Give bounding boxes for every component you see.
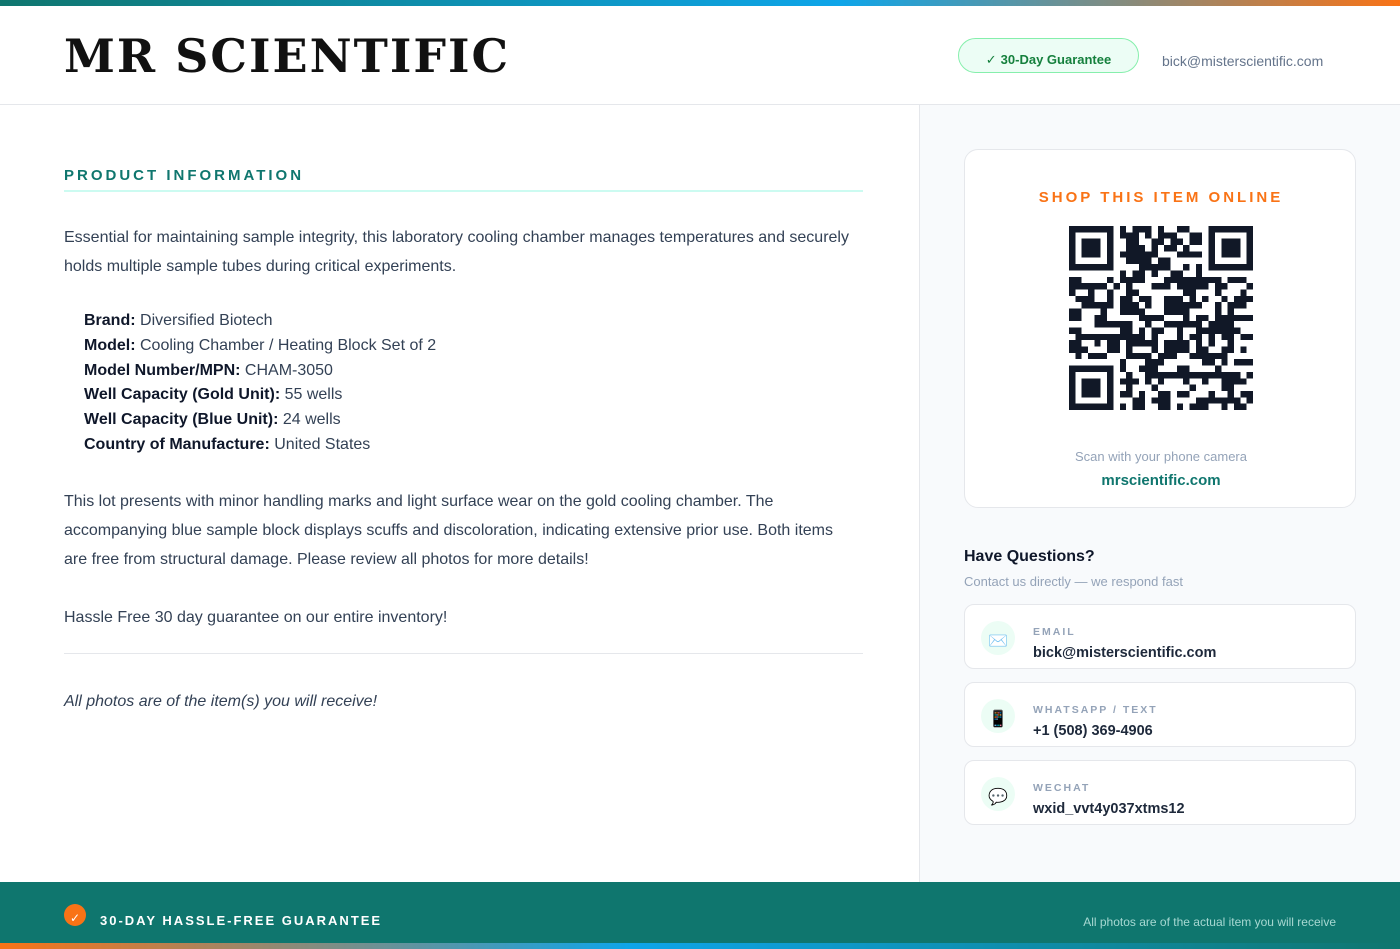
bottom-accent-stripe	[0, 943, 1400, 949]
spec-value: Cooling Chamber / Heating Block Set of 2	[140, 336, 437, 354]
contact-card-wechat[interactable]	[964, 760, 1356, 825]
spec-label: Well Capacity (Blue Unit):	[84, 411, 279, 429]
qr-caption: Scan with your phone camera	[1075, 449, 1247, 464]
page-footer	[0, 882, 1400, 949]
spec-label: Country of Manufacture:	[84, 435, 270, 453]
spec-value: 55 wells	[284, 386, 343, 404]
spec-row	[84, 359, 436, 384]
spec-value: United States	[274, 435, 371, 453]
spec-value: Diversified Biotech	[140, 312, 273, 329]
header-email-link[interactable]: bick@misterscientific.com	[1162, 53, 1324, 69]
contact-card-whatsapp[interactable]	[964, 682, 1356, 747]
guarantee-badge-label: 30-Day Guarantee	[1000, 52, 1112, 67]
spec-label: Brand:	[84, 312, 136, 329]
contact-value[interactable]: +1 (508) 369-4906	[1033, 723, 1153, 739]
chat-icon: 💬	[981, 777, 1015, 811]
spec-row	[84, 408, 436, 433]
product-intro: Essential for maintaining sample integrity, this laboratory cooling chamber manages temperatures and securely holds multiple sample tubes during critical experiments.	[64, 229, 849, 275]
contact-label: WECHAT	[1033, 782, 1091, 794]
check-badge-icon: ✓	[64, 904, 86, 926]
section-title-rule	[64, 190, 863, 192]
spec-value: 24 wells	[282, 411, 341, 429]
footer-photos-note: All photos are of the actual item you will receive	[1083, 915, 1336, 929]
section-divider	[64, 653, 863, 654]
guarantee-badge	[958, 38, 1139, 73]
shop-link[interactable]: mrscientific.com	[1101, 472, 1221, 489]
phone-icon: 📱	[981, 699, 1015, 733]
page-header	[0, 6, 1400, 105]
photos-note: All photos are of the item(s) you will receive!	[64, 693, 378, 710]
spec-row	[84, 433, 436, 458]
questions-title: Have Questions?	[964, 548, 1095, 565]
qr-card-title: SHOP THIS ITEM ONLINE	[1038, 189, 1284, 206]
spec-label: Model Number/MPN:	[84, 361, 241, 379]
email-icon: ✉️	[981, 621, 1015, 655]
qr-code[interactable]	[1069, 226, 1253, 410]
spec-value: CHAM-3050	[244, 361, 333, 379]
brand-logo[interactable]: MR SCIENTIFIC	[64, 29, 511, 83]
contact-label: WHATSAPP / TEXT	[1033, 704, 1158, 716]
contact-card-email[interactable]	[964, 604, 1356, 669]
contact-value[interactable]: bick@misterscientific.com	[1033, 645, 1217, 661]
qr-card	[964, 149, 1356, 508]
condition-description: This lot presents with minor handling marks and light surface wear on the gold cooling chamber. The accompanying blue sample block displays scuffs and discoloration, indicating extensive prior use. Both items are free from structural damage. Please review all photos for more details!	[64, 493, 833, 568]
spec-label: Model:	[84, 336, 136, 354]
check-icon: ✓	[985, 51, 997, 67]
contact-label: EMAIL	[1033, 626, 1076, 638]
spec-label: Well Capacity (Gold Unit):	[84, 386, 281, 404]
questions-subtitle: Contact us directly — we respond fast	[964, 574, 1183, 589]
spec-list	[84, 309, 436, 458]
section-title: PRODUCT INFORMATION	[64, 167, 305, 184]
spec-row	[84, 334, 436, 359]
spec-row	[84, 383, 436, 408]
guarantee-statement: Hassle Free 30 day guarantee on our entire inventory!	[64, 609, 448, 626]
contact-value[interactable]: wxid_vvt4y037xtms12	[1033, 801, 1185, 817]
footer-guarantee: 30-DAY HASSLE-FREE GUARANTEE	[100, 913, 383, 928]
spec-row	[84, 309, 436, 334]
